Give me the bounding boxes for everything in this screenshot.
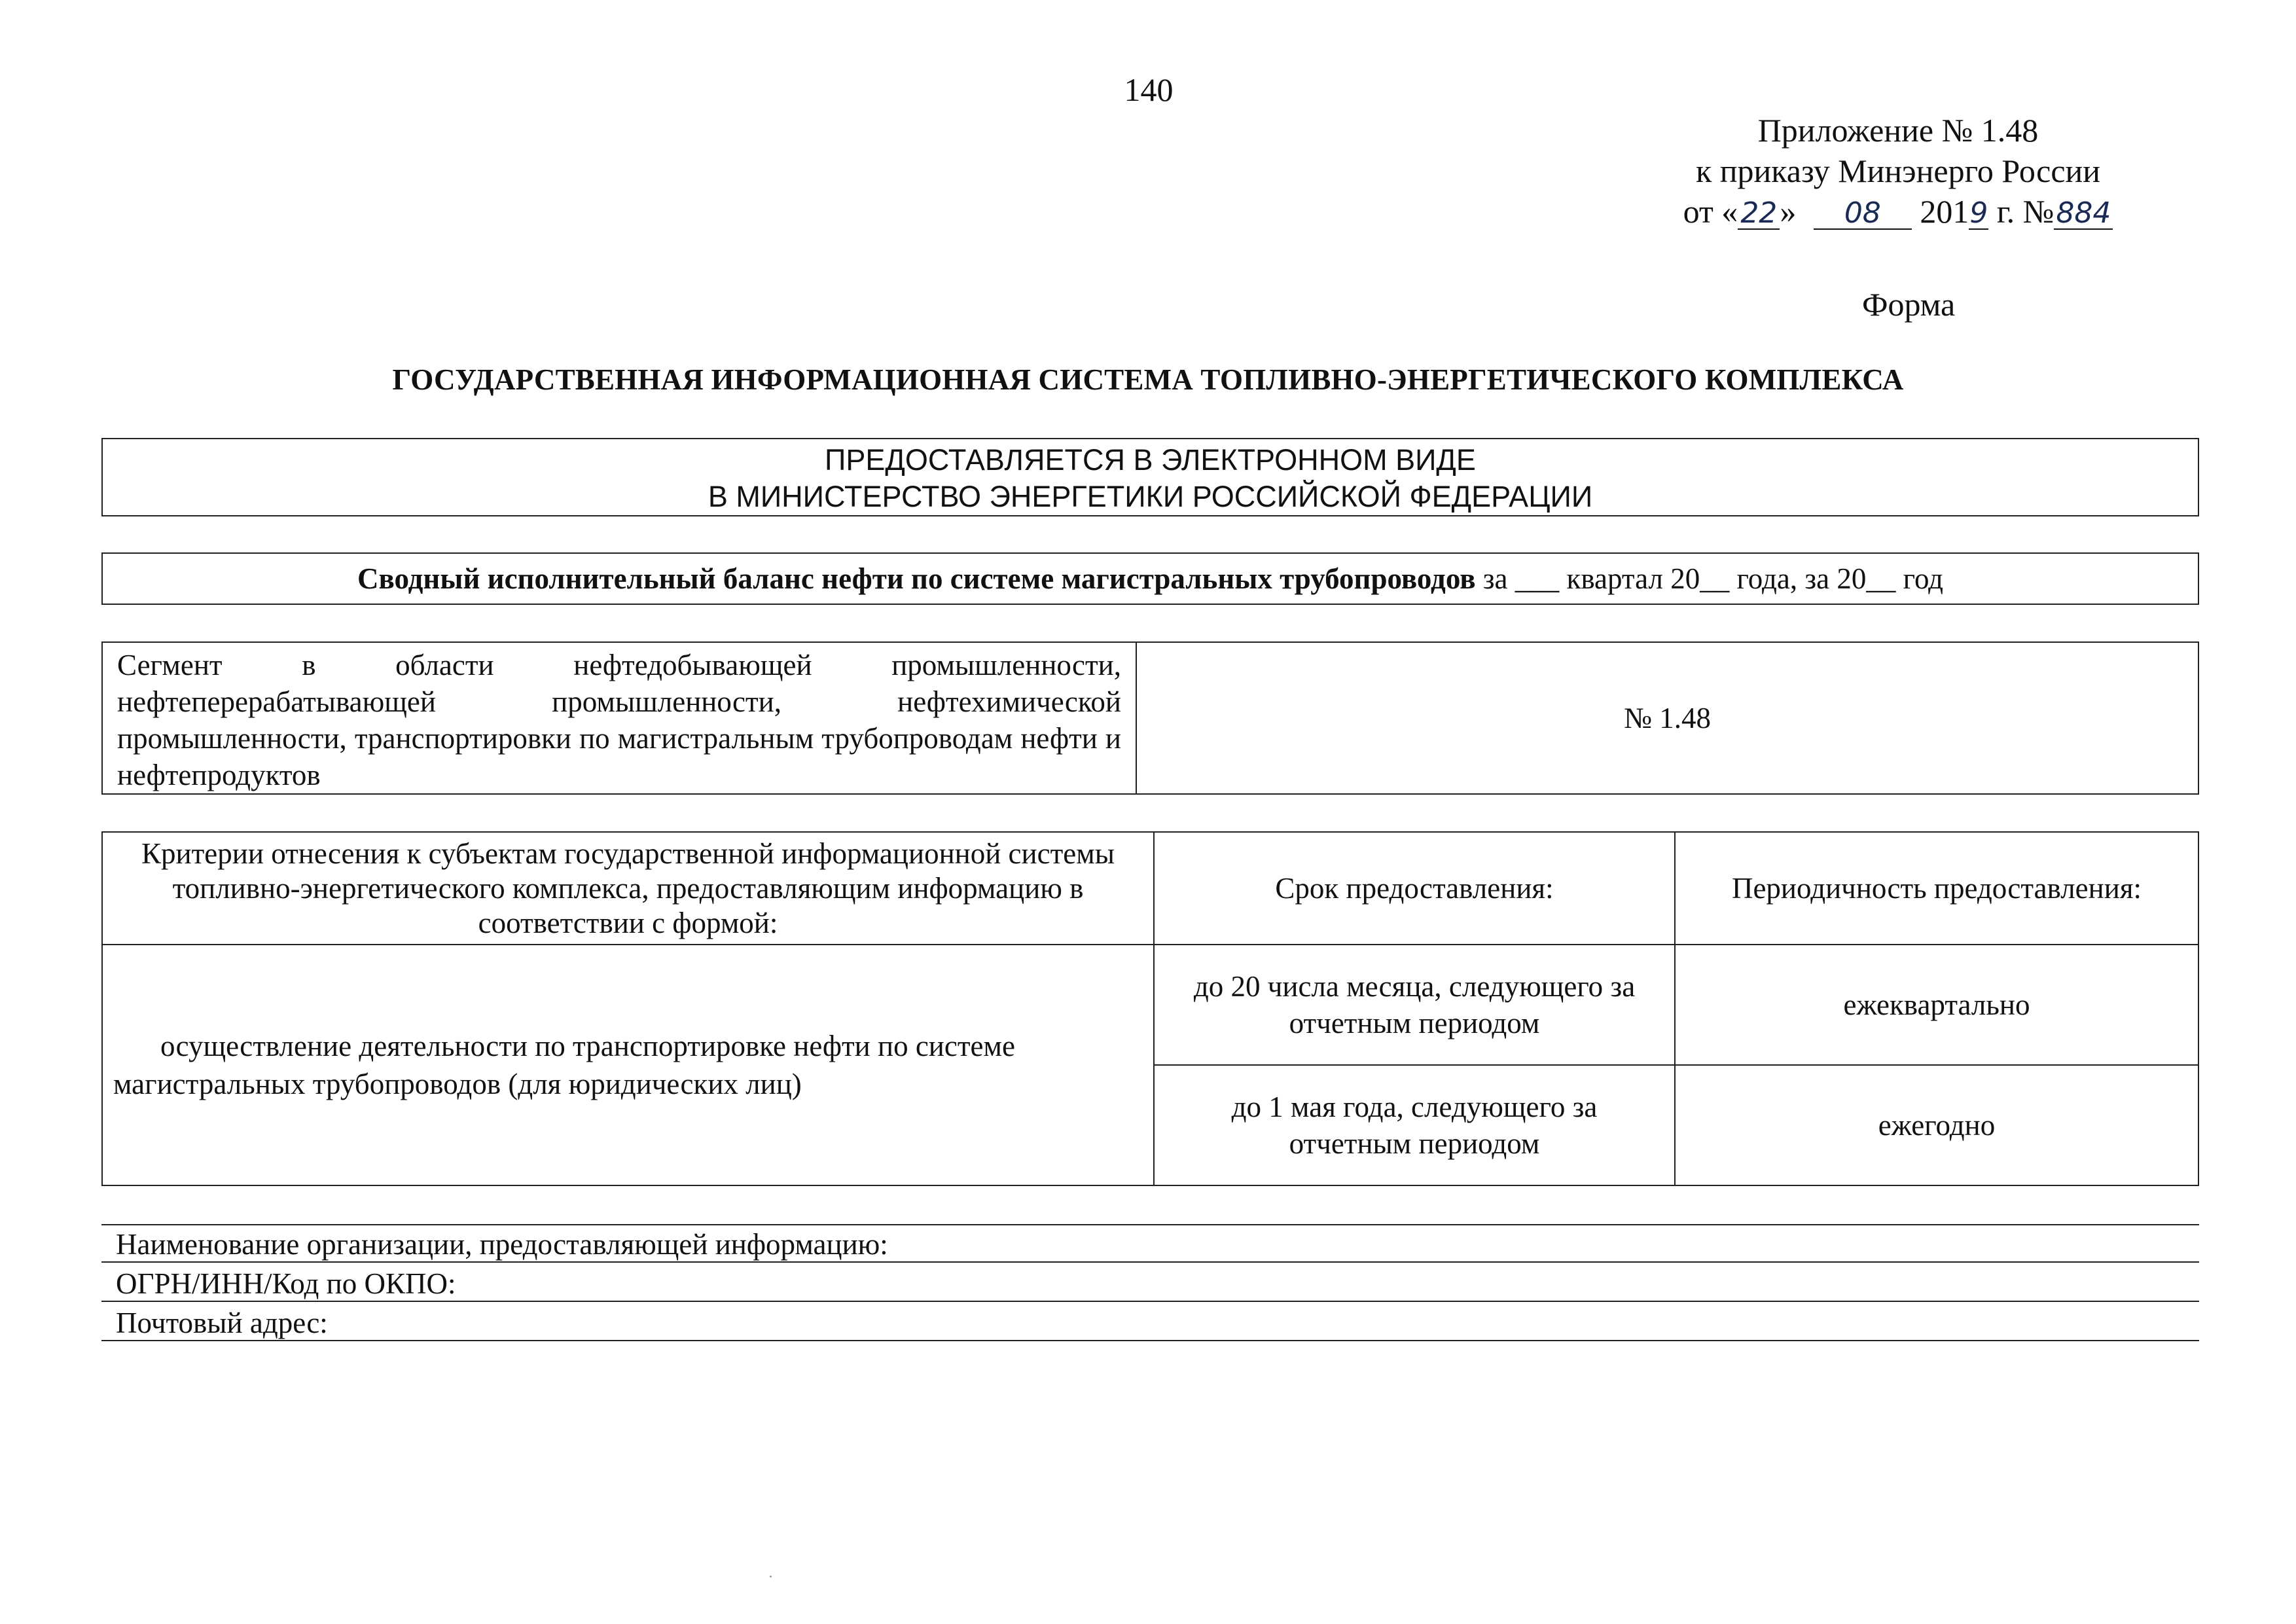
fields-top-rule [101,1224,2199,1225]
handwritten-year-digit: 9 [1969,196,1988,230]
address-label: Почтовый адрес: [116,1307,328,1339]
form-code: № 1.48 [1136,642,2198,794]
submission-box [101,438,2199,516]
org-name-label: Наименование организации, предоставляющей информацию: [116,1228,888,1261]
criteria-table [101,831,2199,1186]
scan-speck [770,1576,772,1578]
periodicity-header: Периодичность предоставления: [1675,832,2198,945]
handwritten-month: 08 [1814,198,1912,230]
segment-description: Сегмент в области нефтедобывающей промышленности, нефтеперерабатывающей промышленности, нефтехимической промышленности, транспортировки по магистральным трубопроводам нефти и нефтепродуктов [102,642,1136,794]
periodicity-annual: ежегодно [1675,1065,2198,1185]
balance-title-box [101,552,2199,605]
appendix-order: к приказу Минэнерго России [1695,153,2101,189]
balance-period: за ___ квартал 20__ года, за 20__ год [1475,562,1944,595]
page-number: 140 [1124,71,1174,108]
main-title: ГОСУДАРСТВЕННАЯ ИНФОРМАЦИОННАЯ СИСТЕМА ТОПЛИВНО-ЭНЕРГЕТИЧЕСКОГО КОМПЛЕКСА [392,363,1904,396]
ogrn-field [101,1267,2199,1302]
deadline-quarterly: до 20 числа месяца, следующего за отчетным периодом [1154,945,1675,1065]
org-name-field [101,1227,2199,1263]
handwritten-day: 22 [1738,198,1780,230]
submission-line-2: В МИНИСТЕРСТВО ЭНЕРГЕТИКИ РОССИЙСКОЙ ФЕДЕРАЦИИ [708,480,1593,513]
ogrn-label: ОГРН/ИНН/Код по ОКПО: [116,1267,456,1300]
address-field [101,1306,2199,1341]
deadline-header: Срок предоставления: [1154,832,1675,945]
appendix-date-line: от «22» 08 2019 г. №884 [1571,191,2225,232]
deadline-annual: до 1 мая года, следующего за отчетным периодом [1154,1065,1675,1185]
balance-title: Сводный исполнительный баланс нефти по системе магистральных трубопроводов [357,562,1476,595]
appendix-title: Приложение № 1.48 [1757,112,2039,149]
appendix-header [1571,110,2225,232]
criteria-header: Критерии отнесения к субъектам государственной информационной системы топливно-энергетического комплекса, предоставляющим информацию в соответствии с формой: [102,832,1154,945]
submission-line-1: ПРЕДОСТАВЛЯЕТСЯ В ЭЛЕКТРОННОМ ВИДЕ [825,443,1476,477]
periodicity-quarterly: ежеквартально [1675,945,2198,1065]
segment-table [101,641,2199,795]
form-label: Форма [1862,286,1956,323]
criterion-text: осуществление деятельности по транспортировке нефти по системе магистральных трубопроводов (для юридических лиц) [102,945,1154,1185]
handwritten-order-number: 884 [2054,198,2113,230]
